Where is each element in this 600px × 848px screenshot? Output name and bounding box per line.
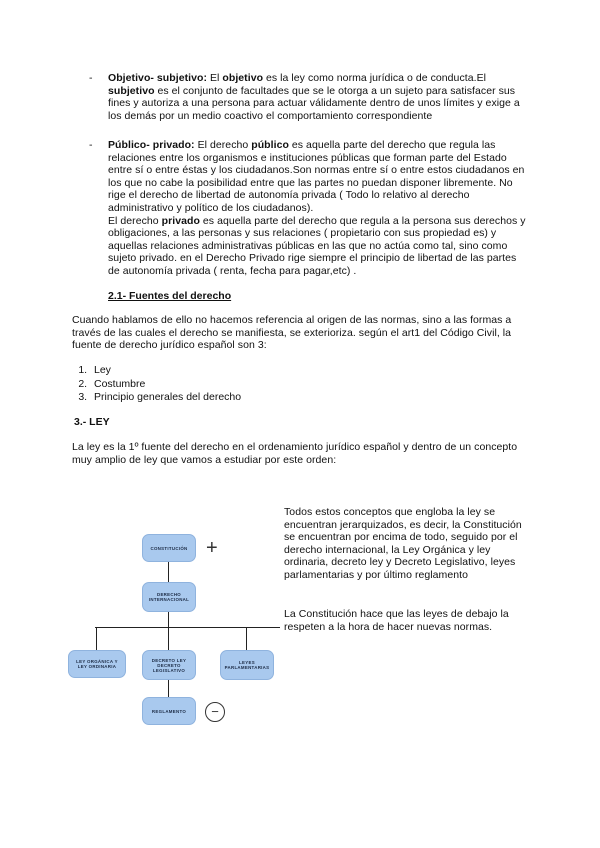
connector-line [168, 561, 169, 583]
section-2-1-text: Cuando hablamos de ello no hacemos referencia al origen de las normas, sino a las formas a través de las cuales el derecho se manifiesta, se exterioriza. según el art1 del Código Civil, la fuente de derecho jurídico español son 3: [72, 314, 512, 352]
publico-privado-paragraph [108, 139, 528, 278]
box-constitucion: CONSTITUCIÓN [142, 534, 196, 562]
text-run: es aquella parte del derecho que regula las relaciones entre los organismos e instituciones públicas que forman parte del Estado entre sí o entre éstas y los ciudadanos.Son normas entre sí o entre estos ciudadanos en los que no cabe la posibilidad entre que las partes no puedan disponer libremente. No rige el derecho de libertad de autonomía privada ( Todo lo relativo al derecho administrativo y político de los ciudadanos). [108, 139, 525, 214]
objetivo-subjetivo-paragraph [108, 72, 528, 122]
fuentes-list [72, 364, 241, 405]
box-leyes-organicas: LEY ORGÁNICA Y LEY ORDINARIA [68, 650, 126, 678]
term-publico-privado: Público- privado: [108, 139, 195, 151]
box-reglamento: REGLAMENTO [142, 697, 196, 725]
text-run: es la ley como norma jurídica o de conducta.El [263, 72, 487, 84]
text-run: El [207, 72, 223, 84]
connector-line [168, 679, 169, 698]
term-privado: privado [161, 214, 200, 227]
section-3-title: 3.- LEY [74, 416, 110, 428]
plus-icon: + [206, 537, 218, 559]
side-text-constitucion: La Constitución hace que las leyes de debajo la respeten a la hora de hacer nuevas normas. [284, 608, 509, 633]
term-objetivo-subjetivo: Objetivo- subjetivo: [108, 72, 208, 84]
term-subjetivo: subjetivo [108, 84, 155, 97]
term-objetivo: objetivo [222, 72, 264, 84]
box-leyes-parlamentarias: LEYES PARLAMENTARIAS [220, 650, 274, 680]
bullet-dash: - [89, 139, 93, 151]
list-item: 1. Ley [90, 364, 241, 378]
section-3-text: La ley es la 1º fuente del derecho en el ordenamiento jurídico español y dentro de un concepto muy amplio de ley que vamos a estudiar por este orden: [72, 441, 518, 466]
connector-line [168, 627, 169, 651]
box-decreto-ley: DECRETO LEY DECRETO LEGISLATIVO [142, 650, 196, 680]
connector-line [168, 611, 169, 628]
list-item: 3. Principio generales del derecho [90, 391, 241, 405]
term-publico: público [251, 139, 289, 151]
text-run: El derecho [194, 139, 252, 151]
list-item: 2. Costumbre [90, 378, 241, 392]
text-run: El derecho [108, 214, 162, 227]
text-run: es el conjunto de facultades que se le otorga a un sujeto para satisfacer sus fines y autoriza a una persona para actuar válidamente dentro de unos límites y exige a los demás por un medio coactivo el comportamiento correspondiente [108, 84, 520, 122]
box-derecho-internacional: DERECHO INTERNACIONAL [142, 582, 196, 612]
section-2-1-title: 2.1- Fuentes del derecho [108, 290, 232, 302]
connector-line [95, 627, 280, 628]
side-text-hierarchy: Todos estos conceptos que engloba la ley se encuentran jerarquizados, es decir, la Constitución se encuentran por encima de todo, seguido por el derecho internacional, la Ley Orgánica y ley ordinaria, decreto ley y Decreto Legislativo, leyes parlamentarias y por último reglamento [284, 506, 522, 581]
minus-circle-icon: − [205, 702, 225, 722]
text-run: es aquella parte del derecho que regula a la persona sus derechos y obligaciones, a las personas y sus relaciones ( propietario con sus propiedad es) y aquellas relaciones administrativas públicas en las que no actúa como tal, sino como sujeto privado. en el Derecho Privado rige siempre el principio de libertad de las partes de autonomía privada ( renta, fecha para pagar,etc) . [108, 214, 526, 277]
bullet-dash: - [89, 72, 93, 84]
connector-line [96, 627, 97, 651]
connector-line [246, 627, 247, 651]
